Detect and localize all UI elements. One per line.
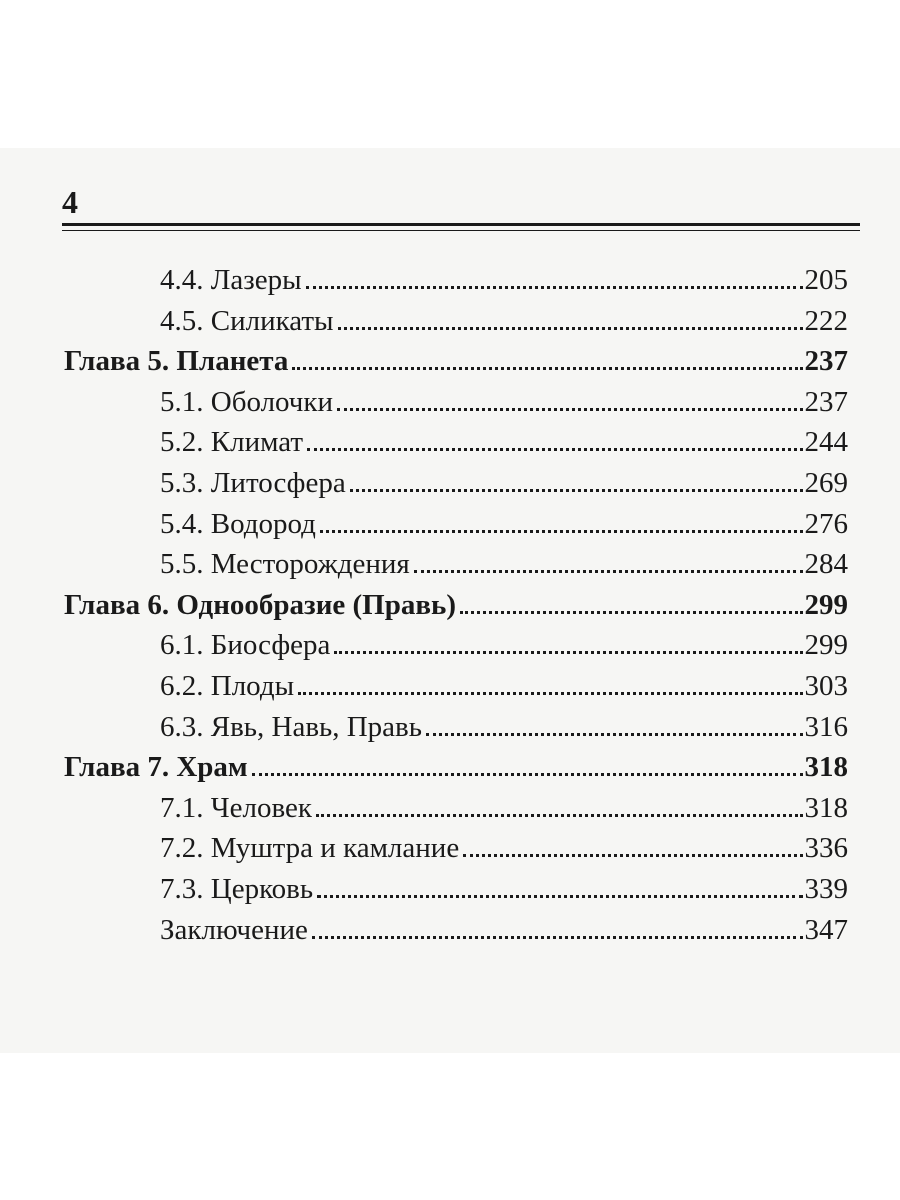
toc-entry-label: 6.2. Плоды (160, 670, 295, 702)
toc-leader-dots (298, 692, 802, 695)
toc-entry-label: 4.5. Силикаты (160, 304, 334, 337)
toc-entry-page: 244 (804, 426, 848, 459)
toc-leader-dots (307, 448, 802, 451)
toc-leader-dots (316, 814, 803, 817)
toc-entry-label: 5.1. Оболочки (160, 385, 333, 418)
toc-section-entry (160, 296, 848, 336)
toc-entry-page: 336 (804, 832, 848, 865)
toc-entry-page: 284 (804, 548, 848, 581)
toc-entry-label: 7.3. Церковь (160, 873, 314, 905)
toc-section-entry (160, 417, 848, 457)
toc-entry-label: Глава 6. Однообразие (Правь) (64, 588, 457, 621)
toc-section-entry (160, 864, 848, 904)
toc-entry-label: 7.2. Муштра и камлание (160, 832, 460, 865)
page-number: 4 (62, 184, 78, 220)
toc-section-entry (160, 783, 848, 823)
toc-entry-page: 222 (804, 304, 848, 337)
toc-leader-dots (320, 530, 803, 533)
toc-entry-page: 299 (804, 629, 848, 662)
toc-leader-dots (306, 286, 803, 289)
header-rule-thin (62, 230, 860, 231)
toc-entry-label: Заключение (160, 913, 308, 946)
toc-entry-label: 6.1. Биосфера (160, 629, 331, 662)
toc-entry-label: 6.3. Явь, Навь, Правь (160, 710, 422, 743)
toc-leader-dots (337, 408, 803, 411)
toc-section-entry (160, 499, 848, 539)
header-rule-thick (62, 223, 860, 226)
toc-leader-dots (460, 611, 802, 614)
toc-entry-page: 303 (804, 670, 848, 702)
toc-entry-page: 318 (804, 751, 848, 784)
toc-leader-dots (334, 651, 802, 654)
toc-leader-dots (414, 570, 803, 573)
toc-section-entry (160, 620, 848, 660)
toc-entry-label: 5.2. Климат (160, 426, 304, 459)
toc-leader-dots (252, 773, 803, 776)
toc-entry-label: 7.1. Человек (160, 791, 312, 824)
toc-section-entry (160, 702, 848, 742)
toc-entry-page: 237 (804, 345, 848, 378)
toc-section-entry (160, 539, 848, 579)
toc-entry-page: 205 (804, 264, 848, 296)
toc-entry-page: 339 (804, 873, 848, 905)
toc-section-entry (160, 823, 848, 863)
toc-section-entry (160, 377, 848, 417)
toc-entry-page: 276 (804, 507, 848, 540)
toc-section-entry (160, 458, 848, 498)
toc-entry-label: 4.4. Лазеры (160, 264, 302, 296)
toc-chapter-entry (64, 742, 848, 782)
toc-entry-label: Глава 7. Храм (64, 751, 248, 784)
toc-section-entry (160, 661, 848, 701)
toc-leader-dots (317, 895, 802, 898)
toc-entry-label: 5.5. Месторождения (160, 548, 410, 581)
toc-leader-dots (463, 854, 802, 857)
toc-leader-dots (338, 327, 803, 330)
toc-entry-label: Глава 5. Планета (64, 345, 289, 378)
toc-leader-dots (350, 489, 803, 492)
toc-entry-page: 316 (804, 710, 848, 743)
toc-leader-dots (292, 367, 802, 370)
toc-section-entry (160, 905, 848, 945)
toc-entry-page: 318 (804, 791, 848, 824)
toc-entry-page: 299 (804, 588, 848, 621)
toc-chapter-entry (64, 580, 848, 620)
toc-section-entry (160, 255, 848, 295)
toc-entry-label: 5.4. Водород (160, 507, 316, 540)
toc-leader-dots (426, 733, 803, 736)
toc-chapter-entry (64, 336, 848, 376)
toc-entry-label: 5.3. Литосфера (160, 467, 346, 499)
toc-entry-page: 347 (804, 913, 848, 946)
toc-leader-dots (312, 936, 803, 939)
toc-entry-page: 269 (804, 467, 848, 499)
toc-entry-page: 237 (804, 385, 848, 418)
